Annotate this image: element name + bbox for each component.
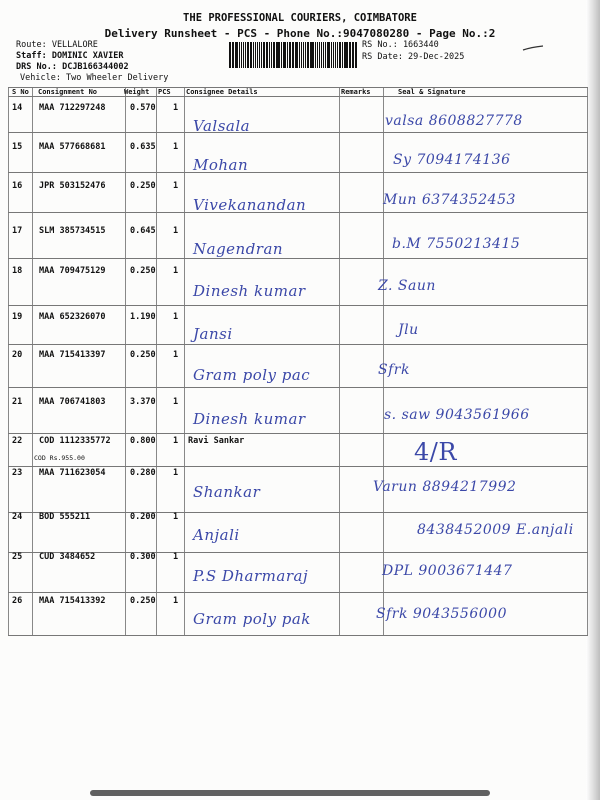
row-signature: Sy 7094174136 xyxy=(393,152,511,168)
col-header-consignment: Consignment No xyxy=(38,88,98,96)
runsheet-subtitle: Delivery Runsheet - PCS - Phone No.:9047080280 - Page No.:2 xyxy=(104,27,496,40)
row-consignee-handwritten: Dinesh kumar xyxy=(193,410,306,428)
route-text: Route: VELLALORE xyxy=(16,40,98,50)
row-consignment-no: COD 1112335772 xyxy=(39,436,111,446)
row-weight: 0.800 xyxy=(130,436,156,446)
row-weight: 0.570 xyxy=(130,103,156,113)
row-weight: 0.300 xyxy=(130,552,156,562)
row-weight: 0.250 xyxy=(130,350,156,360)
row-consignee-handwritten: Anjali xyxy=(193,526,240,544)
row-consignee-printed: Ravi Sankar xyxy=(188,436,245,446)
row-consignee-handwritten: Valsala xyxy=(193,117,251,135)
row-signature: Varun 8894217992 xyxy=(373,479,517,495)
drs-number: DCJB166344002 xyxy=(62,62,129,72)
row-consignment-no: MAA 709475129 xyxy=(39,266,106,276)
row-weight: 0.645 xyxy=(130,226,156,236)
row-pcs: 1 xyxy=(173,350,179,360)
drs-label: DRS No.: xyxy=(16,62,57,72)
row-sno: 16 xyxy=(12,181,23,191)
row-signature: Jlu xyxy=(398,322,419,338)
row-signature: 8438452009 E.anjali xyxy=(417,522,574,538)
vehicle-text: Vehicle: Two Wheeler Delivery xyxy=(20,73,169,83)
row-consignee-handwritten: Gram poly pak xyxy=(193,610,311,628)
row-pcs: 1 xyxy=(173,266,179,276)
col-header-remarks: Remarks xyxy=(341,88,371,96)
col-header-consignee: Consignee Details xyxy=(186,88,258,96)
row-pcs: 1 xyxy=(173,312,179,322)
pen-tick-mark xyxy=(522,45,544,51)
row-signature: valsa 8608827778 xyxy=(385,113,523,129)
row-consignee-handwritten: Gram poly pac xyxy=(193,366,311,384)
row-pcs: 1 xyxy=(173,226,179,236)
row-weight: 0.635 xyxy=(130,142,156,152)
row-consignment-no: MAA 712297248 xyxy=(39,103,106,113)
row-pcs: 1 xyxy=(173,596,179,606)
row-signature: b.M 7550213415 xyxy=(392,236,521,252)
row-pcs: 1 xyxy=(173,181,179,191)
row-pcs: 1 xyxy=(173,397,179,407)
row-consignee-handwritten: Nagendran xyxy=(193,240,284,258)
row-sno: 17 xyxy=(12,226,23,236)
row-consignment-no: SLM 385734515 xyxy=(39,226,106,236)
col-header-seal: Seal & Signature xyxy=(398,88,466,96)
row-signature: Sfrk xyxy=(378,362,410,378)
row-consignment-no: MAA 715413392 xyxy=(39,596,106,606)
row-pcs: 1 xyxy=(173,142,179,152)
row-sno: 26 xyxy=(12,596,23,606)
row-consignment-no: BOD 555211 xyxy=(39,512,91,522)
row-consignment-no: MAA 706741803 xyxy=(39,397,106,407)
row-weight: 0.280 xyxy=(130,468,156,478)
row-cod-amount: COD Rs.955.00 xyxy=(34,454,85,462)
row-consignment-no: JPR 503152476 xyxy=(39,181,106,191)
row-sno: 22 xyxy=(12,436,23,446)
row-pcs: 1 xyxy=(173,552,179,562)
row-weight: 0.200 xyxy=(130,512,156,522)
row-sno: 20 xyxy=(12,350,23,360)
rs-barcode xyxy=(229,42,357,68)
row-sno: 24 xyxy=(12,512,23,522)
row-sno: 14 xyxy=(12,103,23,113)
row-consignee-handwritten: Mohan xyxy=(193,156,249,174)
row-signature: 4/R xyxy=(414,438,457,466)
row-pcs: 1 xyxy=(173,436,179,446)
rs-date: RS Date: 29-Dec-2025 xyxy=(362,52,465,62)
row-pcs: 1 xyxy=(173,512,179,522)
row-consignment-no: MAA 652326070 xyxy=(39,312,106,322)
row-signature: s. saw 9043561966 xyxy=(384,407,530,423)
row-consignment-no: MAA 711623054 xyxy=(39,468,106,478)
rs-number: RS No.: 1663440 xyxy=(362,40,439,50)
row-sno: 18 xyxy=(12,266,23,276)
row-sno: 25 xyxy=(12,552,23,562)
drs-line xyxy=(16,62,129,72)
row-weight: 0.250 xyxy=(130,596,156,606)
row-weight: 1.190 xyxy=(130,312,156,322)
row-consignee-handwritten: Dinesh kumar xyxy=(193,282,306,300)
col-header-sno: S No xyxy=(12,88,29,96)
col-header-pcs: PCS xyxy=(158,88,171,96)
row-signature: Mun 6374352453 xyxy=(383,192,516,208)
row-signature: Z. Saun xyxy=(378,278,436,294)
row-consignment-no: CUD 3484652 xyxy=(39,552,96,562)
row-signature: DPL 9003671447 xyxy=(382,563,513,579)
col-header-weight: Weight xyxy=(124,88,150,96)
staff-label: Staff: xyxy=(16,51,47,61)
row-consignment-no: MAA 715413397 xyxy=(39,350,106,360)
row-weight: 0.250 xyxy=(130,266,156,276)
row-consignee-handwritten: Shankar xyxy=(193,483,261,501)
row-consignee-handwritten: Vivekanandan xyxy=(193,196,307,214)
row-consignee-handwritten: Jansi xyxy=(193,325,233,343)
row-consignment-no: MAA 577668681 xyxy=(39,142,106,152)
row-sno: 21 xyxy=(12,397,23,407)
company-title: THE PROFESSIONAL COURIERS, COIMBATORE xyxy=(183,12,417,24)
row-pcs: 1 xyxy=(173,468,179,478)
staff-line xyxy=(16,51,124,61)
row-sno: 15 xyxy=(12,142,23,152)
staff-name: DOMINIC XAVIER xyxy=(51,51,124,61)
row-weight: 3.370 xyxy=(130,397,156,407)
row-signature: Sfrk 9043556000 xyxy=(376,606,507,622)
row-pcs: 1 xyxy=(173,103,179,113)
row-sno: 19 xyxy=(12,312,23,322)
scan-edge-shadow xyxy=(586,0,600,800)
row-weight: 0.250 xyxy=(130,181,156,191)
scan-bottom-mark xyxy=(90,790,490,796)
row-consignee-handwritten: P.S Dharmaraj xyxy=(193,567,309,585)
row-sno: 23 xyxy=(12,468,23,478)
